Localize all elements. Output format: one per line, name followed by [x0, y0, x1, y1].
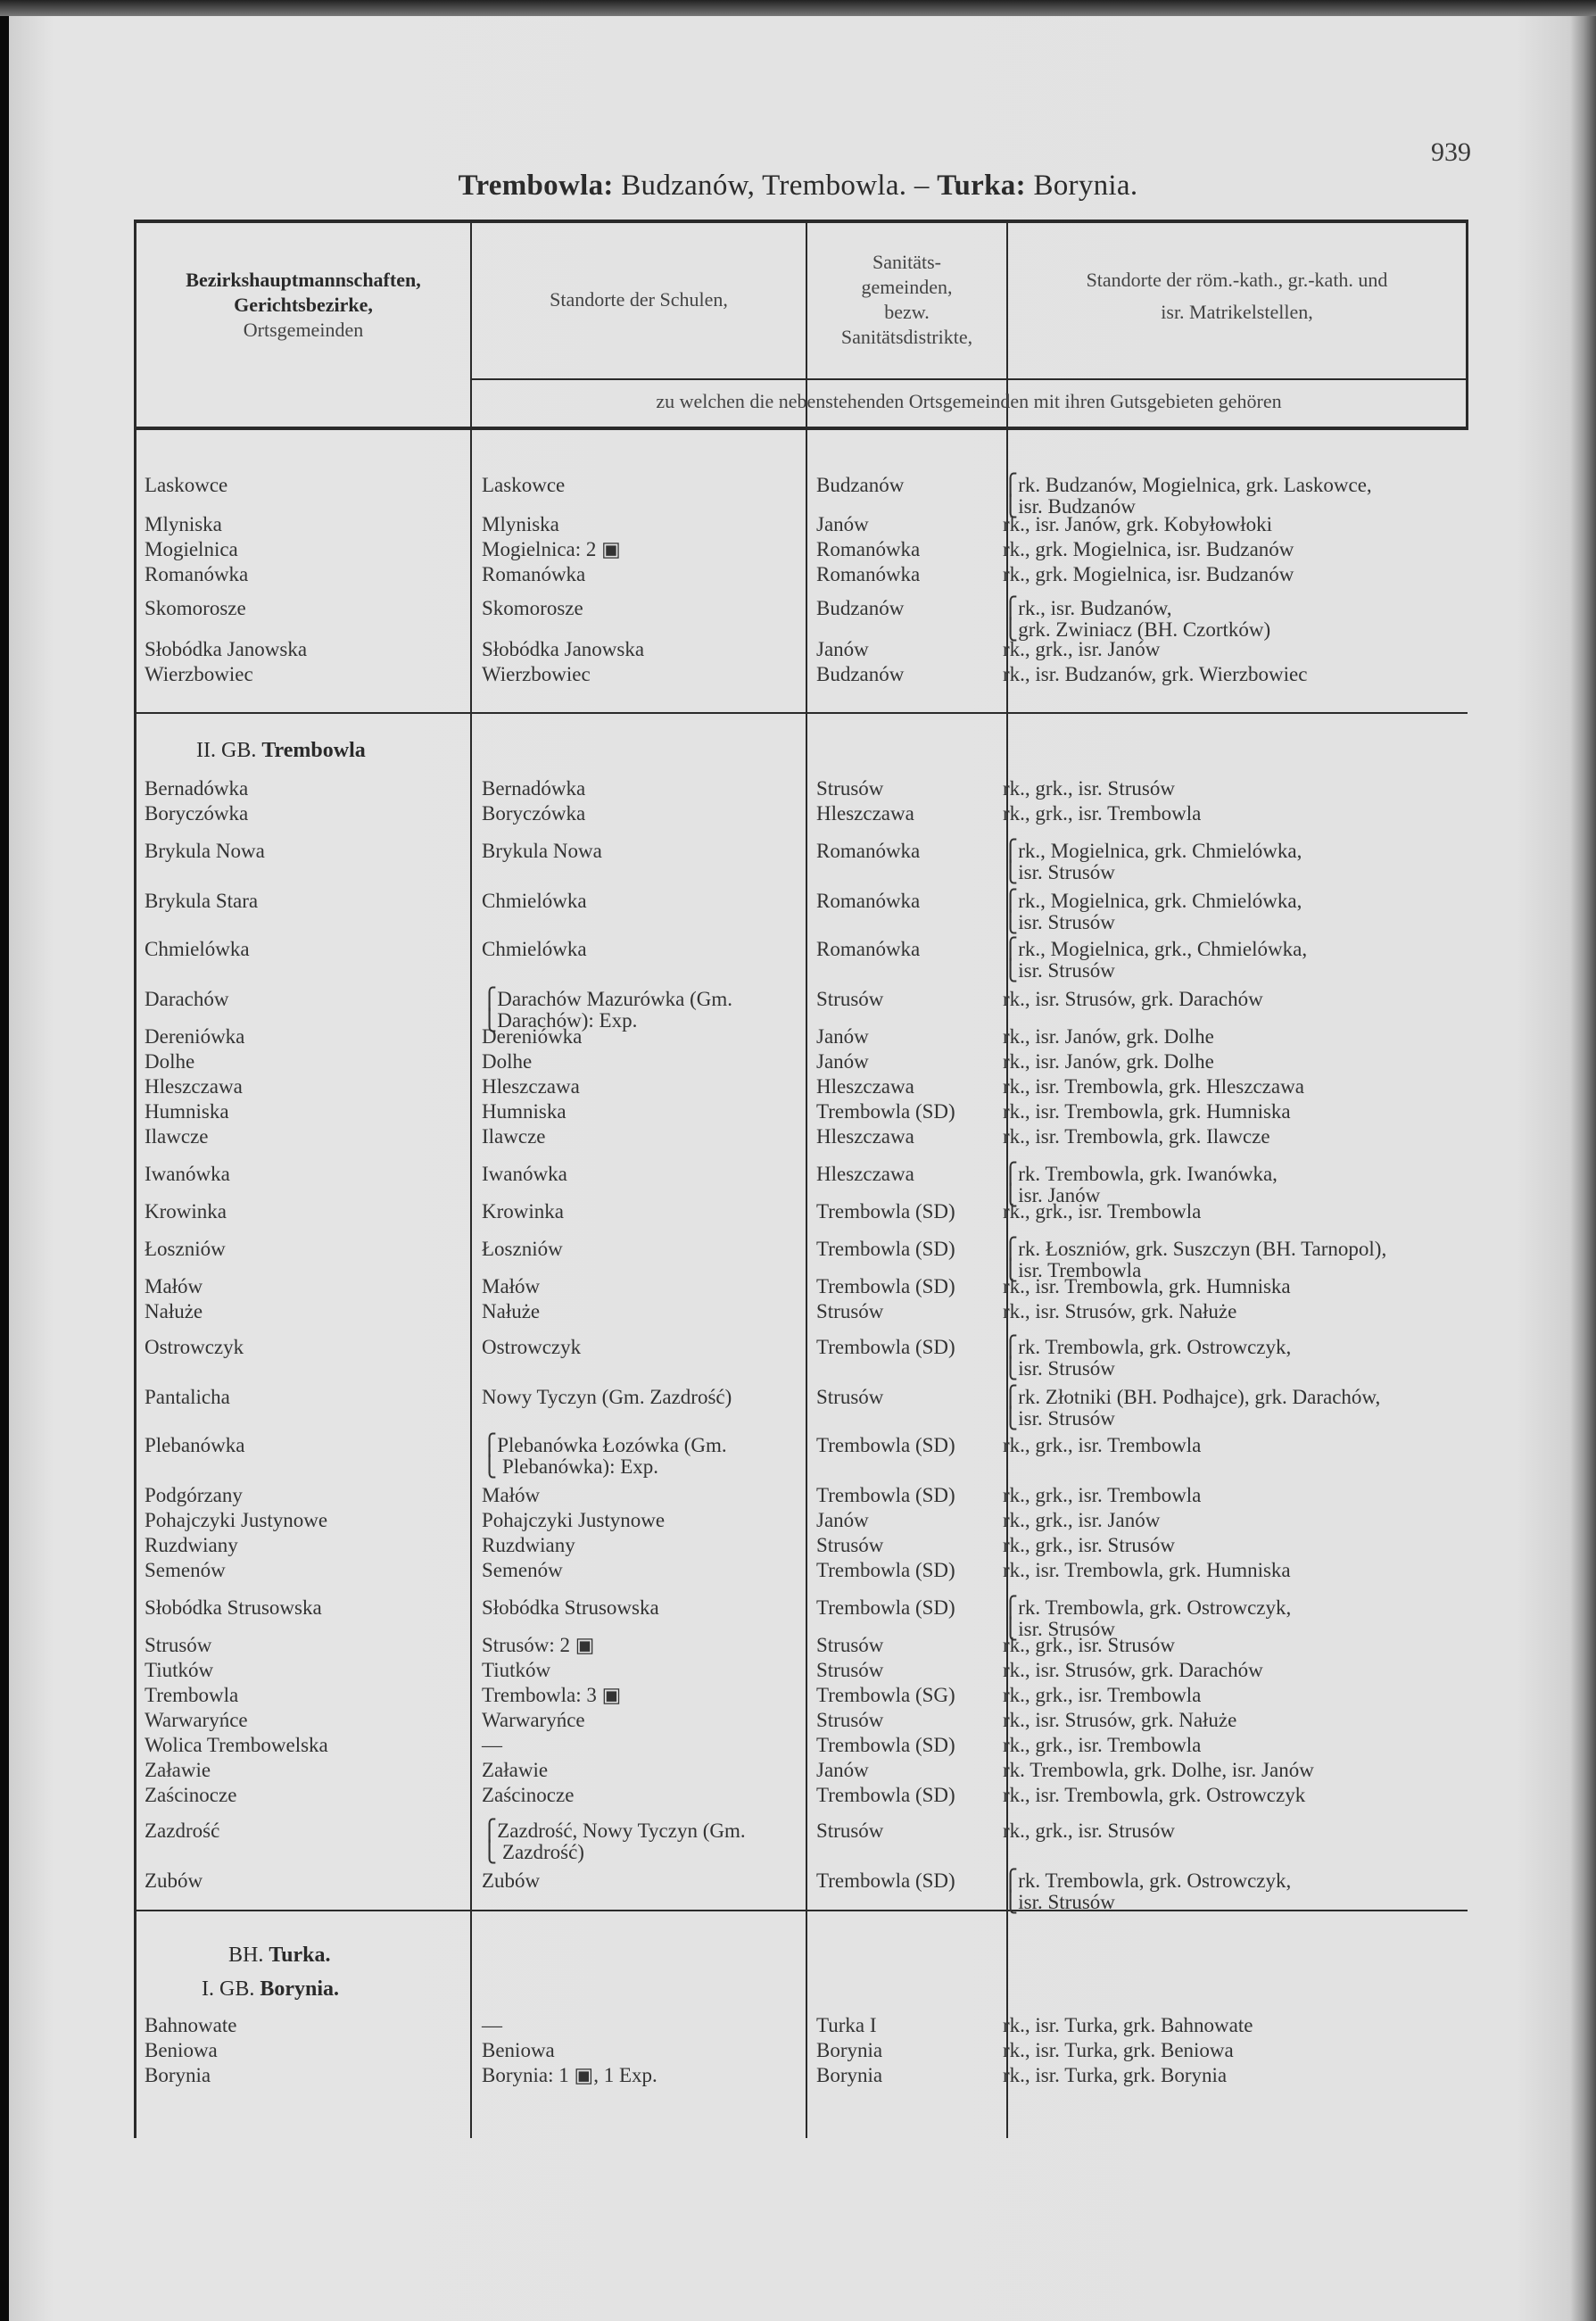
ortsgemeinde-cell: Trembowla [145, 1684, 239, 1706]
ortsgemeinde-cell: Ostrowczyk [145, 1336, 244, 1358]
ortsgemeinde-cell: Pantalicha [145, 1386, 230, 1408]
schule-cell: Słobódka Janowska [482, 638, 645, 660]
schule-cell: Warwaryńce [482, 1709, 585, 1731]
schule-cell: — [482, 2014, 502, 2036]
sanitaet-cell: Trembowla (SG) [816, 1684, 955, 1706]
schule-cell: Nałuże [482, 1300, 541, 1322]
sanitaet-cell: Trembowla (SD) [816, 1784, 955, 1806]
matrikel-cell: rk., isr. Janów, grk. Dolhe [1003, 1025, 1214, 1048]
matrikel-cell: rk., grk., isr. Trembowla [1003, 1734, 1202, 1756]
section1-divider [134, 712, 1468, 714]
ortsgemeinde-cell: Bernadówka [145, 777, 249, 800]
matrikel-cell: ⎧rk. Trembowla, grk. Iwanówka, [1003, 1163, 1278, 1185]
schule-cell: Tiutków [482, 1659, 551, 1681]
schule-cell: Mogielnica: 2 ▣ [482, 538, 621, 560]
schule-cell: ⎧Zazdrość, Nowy Tyczyn (Gm. [482, 1819, 746, 1842]
sanitaet-cell: Strusów [816, 1634, 884, 1656]
sanitaet-cell: Romanówka [816, 890, 921, 912]
sanitaet-cell: Strusów [816, 777, 884, 800]
sanitaet-cell: Janów [816, 1509, 869, 1531]
header-col2 [472, 287, 806, 312]
ortsgemeinde-cell: Dereniówka [145, 1025, 245, 1048]
matrikel-cell-line2: ⎩isr. Trembowla [1003, 1259, 1142, 1281]
header-span-text: zu welchen die nebenstehenden Ortsgemeinden mit ihren Gutsgebieten gehören [656, 390, 1282, 412]
header-col3-line4: Sanitätsdistrikte, [840, 326, 973, 348]
schule-cell: Dolhe [482, 1050, 533, 1073]
ortsgemeinde-cell: Hleszczawa [145, 1075, 243, 1098]
schule-cell: Zubów [482, 1869, 541, 1892]
matrikel-cell: rk., isr. Trembowla, grk. Ilawcze [1003, 1125, 1270, 1148]
ortsgemeinde-cell: Słobódka Janowska [145, 638, 308, 660]
sanitaet-cell: Janów [816, 638, 869, 660]
matrikel-cell-line2: ⎩isr. Janów [1003, 1184, 1101, 1206]
matrikel-cell: rk., isr. Trembowla, grk. Hleszczawa [1003, 1075, 1304, 1098]
schule-cell: Brykula Nowa [482, 840, 602, 862]
schule-cell: Nowy Tyczyn (Gm. Zazdrość) [482, 1386, 732, 1408]
scan-top-edge [0, 0, 1596, 16]
sanitaet-cell: Trembowla (SD) [816, 1484, 955, 1506]
matrikel-cell: rk., isr. Janów, grk. Kobyłowłoki [1003, 513, 1272, 535]
sanitaet-cell: Romanówka [816, 840, 921, 862]
sanitaet-cell: Borynia [816, 2039, 883, 2061]
matrikel-cell: rk., grk. Mogielnica, isr. Budzanów [1003, 563, 1294, 585]
matrikel-cell: ⎧rk., Mogielnica, grk. Chmielówka, [1003, 840, 1302, 862]
matrikel-cell: rk., isr. Trembowla, grk. Ostrowczyk [1003, 1784, 1306, 1806]
title-rest-1: Budzanów, Trembowla. – [621, 170, 930, 202]
sanitaet-cell: Romanówka [816, 563, 921, 585]
matrikel-cell-line2: ⎩grk. Zwiniacz (BH. Czortków) [1003, 618, 1271, 641]
matrikel-cell: ⎧rk. Trembowla, grk. Ostrowczyk, [1003, 1869, 1292, 1892]
ortsgemeinde-cell: Wierzbowiec [145, 663, 253, 685]
sanitaet-cell: Trembowla (SD) [816, 1596, 955, 1619]
schule-cell: Ostrowczyk [482, 1336, 582, 1358]
matrikel-cell: ⎧rk. Złotniki (BH. Podhajce), grk. Darachów, [1003, 1386, 1381, 1408]
sanitaet-cell: Budzanów [816, 663, 905, 685]
matrikel-cell: rk., isr. Trembowla, grk. Humniska [1003, 1100, 1291, 1123]
schule-cell: Wierzbowiec [482, 663, 591, 685]
schule-cell: Zaścinocze [482, 1784, 575, 1806]
matrikel-cell: ⎧rk. Trembowla, grk. Ostrowczyk, [1003, 1596, 1292, 1619]
header-col1-line1: Bezirkshauptmannschaften, [186, 269, 421, 291]
sanitaet-cell: Strusów [816, 1819, 884, 1842]
ortsgemeinde-cell: Darachów [145, 988, 229, 1010]
matrikel-cell: rk., isr. Janów, grk. Dolhe [1003, 1050, 1214, 1073]
sanitaet-cell: Strusów [816, 988, 884, 1010]
header-col1 [136, 268, 470, 343]
schule-cell: Ilawcze [482, 1125, 546, 1148]
matrikel-cell: rk., grk., isr. Strusów [1003, 1634, 1175, 1656]
schule-cell: Pohajczyki Justynowe [482, 1509, 666, 1531]
ortsgemeinde-cell: Boryczówka [145, 802, 249, 825]
ortsgemeinde-cell: Skomorosze [145, 597, 246, 619]
sanitaet-cell: Trembowla (SD) [816, 1559, 955, 1581]
ortsgemeinde-cell: Nałuże [145, 1300, 203, 1322]
matrikel-cell: rk., grk., isr. Janów [1003, 638, 1161, 660]
header-span-row [472, 389, 1466, 414]
sanitaet-cell: Trembowla (SD) [816, 1734, 955, 1756]
schule-cell-line2: ⎩ Plebanówka): Exp. [482, 1455, 659, 1478]
ortsgemeinde-cell: Zubów [145, 1869, 203, 1892]
ortsgemeinde-cell: Zazdrość [145, 1819, 220, 1842]
matrikel-cell: rk., isr. Trembowla, grk. Humniska [1003, 1275, 1291, 1297]
matrikel-cell: rk., isr. Strusów, grk. Nałuże [1003, 1300, 1237, 1322]
ortsgemeinde-cell: Podgórzany [145, 1484, 243, 1506]
section3-divider [134, 1910, 1468, 1911]
sanitaet-cell: Strusów [816, 1300, 884, 1322]
schule-cell: Strusów: 2 ▣ [482, 1634, 595, 1656]
ortsgemeinde-cell: Ruzdwiany [145, 1534, 238, 1556]
section3-title2 [202, 1976, 339, 2002]
ortsgemeinde-cell: Strusów [145, 1634, 212, 1656]
section3-title2-prefix: I. GB. [202, 1977, 255, 2001]
sanitaet-cell: Hleszczawa [816, 802, 914, 825]
page-number: 939 [1431, 137, 1471, 167]
section3-title1-bold: Turka. [269, 1944, 331, 1967]
matrikel-cell: rk., grk., isr. Strusów [1003, 1534, 1175, 1556]
ortsgemeinde-cell: Zaścinocze [145, 1784, 237, 1806]
matrikel-cell: rk., isr. Strusów, grk. Darachów [1003, 988, 1263, 1010]
schule-cell: Dereniówka [482, 1025, 583, 1048]
matrikel-cell: ⎧rk. Budzanów, Mogielnica, grk. Laskowce, [1003, 474, 1372, 496]
sanitaet-cell: Budzanów [816, 474, 905, 496]
ortsgemeinde-cell: Wolica Trembowelska [145, 1734, 328, 1756]
schule-cell: Załawie [482, 1759, 549, 1781]
matrikel-cell: rk., grk., isr. Strusów [1003, 777, 1175, 800]
sanitaet-cell: Strusów [816, 1534, 884, 1556]
matrikel-cell: rk., grk., isr. Trembowla [1003, 802, 1202, 825]
schule-cell: Humniska [482, 1100, 566, 1123]
sanitaet-cell: Trembowla (SD) [816, 1275, 955, 1297]
ortsgemeinde-cell: Chmielówka [145, 938, 250, 960]
schule-cell: ⎧Darachów Mazurówka (Gm. [482, 988, 733, 1010]
ortsgemeinde-cell: Pohajczyki Justynowe [145, 1509, 328, 1531]
ortsgemeinde-cell: Humniska [145, 1100, 229, 1123]
schule-cell: Skomorosze [482, 597, 583, 619]
matrikel-cell: rk., grk., isr. Trembowla [1003, 1484, 1202, 1506]
sanitaet-cell: Janów [816, 1050, 869, 1073]
section3-title2-bold: Borynia. [260, 1977, 340, 2001]
sanitaet-cell: Strusów [816, 1709, 884, 1731]
ortsgemeinde-cell: Dolhe [145, 1050, 195, 1073]
title-bold-2: Turka: [937, 170, 1026, 202]
span-row-top-rule [470, 378, 1468, 380]
schule-cell: Romanówka [482, 563, 586, 585]
schule-cell: Małów [482, 1275, 541, 1297]
matrikel-cell: rk., isr. Turka, grk. Borynia [1003, 2064, 1228, 2086]
sanitaet-cell: Turka I [816, 2014, 877, 2036]
ortsgemeinde-cell: Laskowce [145, 474, 228, 496]
sanitaet-cell: Budzanów [816, 597, 905, 619]
ortsgemeinde-cell: Słobódka Strusowska [145, 1596, 322, 1619]
ortsgemeinde-cell: Brykula Stara [145, 890, 259, 912]
schule-cell: Hleszczawa [482, 1075, 580, 1098]
ortsgemeinde-cell: Mogielnica [145, 538, 238, 560]
sanitaet-cell: Hleszczawa [816, 1125, 914, 1148]
sanitaet-cell: Trembowla (SD) [816, 1238, 955, 1260]
section3-title1-prefix: BH. [228, 1944, 264, 1967]
header-col2-text: Standorte der Schulen, [550, 288, 728, 311]
schule-cell: Trembowla: 3 ▣ [482, 1684, 622, 1706]
schule-cell: Ruzdwiany [482, 1534, 575, 1556]
ortsgemeinde-cell: Beniowa [145, 2039, 218, 2061]
matrikel-cell: rk. Trembowla, grk. Dolhe, isr. Janów [1003, 1759, 1314, 1781]
matrikel-cell: ⎧rk., Mogielnica, grk. Chmielówka, [1003, 890, 1302, 912]
schule-cell: Chmielówka [482, 890, 587, 912]
sanitaet-cell: Borynia [816, 2064, 883, 2086]
sanitaet-cell: Romanówka [816, 538, 921, 560]
ortsgemeinde-cell: Plebanówka [145, 1434, 245, 1456]
table-top-rule [134, 220, 1468, 223]
sanitaet-cell: Strusów [816, 1386, 884, 1408]
matrikel-cell: rk., isr. Trembowla, grk. Humniska [1003, 1559, 1291, 1581]
schule-cell: Małów [482, 1484, 541, 1506]
table-right-rule [1466, 220, 1468, 430]
matrikel-cell: rk., isr. Strusów, grk. Nałuże [1003, 1709, 1237, 1731]
ortsgemeinde-cell: Łoszniów [145, 1238, 226, 1260]
matrikel-cell: ⎧rk., Mogielnica, grk., Chmielówka, [1003, 938, 1308, 960]
sanitaet-cell: Hleszczawa [816, 1163, 914, 1185]
schule-cell: Mlyniska [482, 513, 559, 535]
ortsgemeinde-cell: Borynia [145, 2064, 211, 2086]
matrikel-cell-line2: ⎩isr. Strusów [1003, 861, 1115, 883]
sanitaet-cell: Janów [816, 513, 869, 535]
ortsgemeinde-cell: Warwaryńce [145, 1709, 248, 1731]
matrikel-cell-line2: ⎩isr. Strusów [1003, 1357, 1115, 1380]
ortsgemeinde-cell: Brykula Nowa [145, 840, 265, 862]
schule-cell: Chmielówka [482, 938, 587, 960]
sanitaet-cell: Trembowla (SD) [816, 1869, 955, 1892]
header-col3-line1: Sanitäts- [872, 251, 941, 273]
schule-cell: Krowinka [482, 1200, 564, 1223]
matrikel-cell: rk., grk. Mogielnica, isr. Budzanów [1003, 538, 1294, 560]
ortsgemeinde-cell: Iwanówka [145, 1163, 230, 1185]
header-col4-line1: Standorte der röm.-kath., gr.-kath. und [1086, 269, 1388, 291]
sanitaet-cell: Janów [816, 1025, 869, 1048]
section3-title1 [228, 1942, 331, 1969]
matrikel-cell: rk., isr. Strusów, grk. Darachów [1003, 1659, 1263, 1681]
ortsgemeinde-cell: Bahnowate [145, 2014, 237, 2036]
matrikel-cell-line2: ⎩isr. Strusów [1003, 1891, 1115, 1913]
matrikel-cell-line2: ⎩isr. Strusów [1003, 959, 1115, 982]
schule-cell-line2: ⎩Darachów): Exp. [482, 1009, 638, 1032]
matrikel-cell: ⎧rk., isr. Budzanów, [1003, 597, 1172, 619]
matrikel-cell-line2: ⎩isr. Strusów [1003, 911, 1115, 933]
ortsgemeinde-cell: Ilawcze [145, 1125, 209, 1148]
header-col4-line2: isr. Matrikelstellen, [1161, 301, 1313, 323]
matrikel-cell: rk., grk., isr. Janów [1003, 1509, 1161, 1531]
ortsgemeinde-cell: Krowinka [145, 1200, 227, 1223]
title-bold-1: Trembowla: [458, 170, 614, 202]
section2-title [196, 737, 366, 764]
matrikel-cell: rk., isr. Budzanów, grk. Wierzbowiec [1003, 663, 1308, 685]
schule-cell: Słobódka Strusowska [482, 1596, 659, 1619]
header-col4 [1008, 268, 1466, 325]
matrikel-cell: rk., grk., isr. Trembowla [1003, 1200, 1202, 1223]
header-col1-line2: Gerichtsbezirke, [234, 294, 373, 316]
sanitaet-cell: Trembowla (SD) [816, 1200, 955, 1223]
ortsgemeinde-cell: Romanówka [145, 563, 249, 585]
matrikel-cell-line2: ⎩isr. Budzanów [1003, 495, 1136, 518]
schule-cell: Semenów [482, 1559, 563, 1581]
table-left-rule [134, 220, 136, 2138]
schule-cell: Laskowce [482, 474, 566, 496]
ortsgemeinde-cell: Załawie [145, 1759, 211, 1781]
matrikel-cell: ⎧rk. Trembowla, grk. Ostrowczyk, [1003, 1336, 1292, 1358]
sanitaet-cell: Strusów [816, 1659, 884, 1681]
matrikel-cell: rk., isr. Turka, grk. Bahnowate [1003, 2014, 1253, 2036]
sanitaet-cell: Romanówka [816, 938, 921, 960]
sanitaet-cell: Janów [816, 1759, 869, 1781]
matrikel-cell-line2: ⎩isr. Strusów [1003, 1618, 1115, 1640]
schule-cell: Bernadówka [482, 777, 586, 800]
table-header-bottom-rule [134, 427, 1468, 430]
section2-title-bold: Trembowla [261, 739, 366, 762]
page-running-title [0, 170, 1596, 203]
sanitaet-cell: Trembowla (SD) [816, 1434, 955, 1456]
matrikel-cell: ⎧rk. Łoszniów, grk. Suszczyn (BH. Tarnopol), [1003, 1238, 1387, 1260]
schule-cell: Łoszniów [482, 1238, 563, 1260]
schule-cell: Boryczówka [482, 802, 586, 825]
ortsgemeinde-cell: Tiutków [145, 1659, 214, 1681]
col3-left-rule [806, 220, 807, 2138]
title-rest-2: Borynia. [1033, 170, 1138, 202]
header-col3-line3: bezw. [884, 301, 930, 323]
schule-cell-line2: ⎩ Zazdrość) [482, 1841, 584, 1863]
ortsgemeinde-cell: Małów [145, 1275, 203, 1297]
schule-cell: Iwanówka [482, 1163, 567, 1185]
ortsgemeinde-cell: Semenów [145, 1559, 226, 1581]
matrikel-cell: rk., grk., isr. Strusów [1003, 1819, 1175, 1842]
section2-title-prefix: II. GB. [196, 739, 257, 762]
schule-cell: Beniowa [482, 2039, 555, 2061]
schule-cell: — [482, 1734, 502, 1756]
schule-cell: ⎧Plebanówka Łozówka (Gm. [482, 1434, 727, 1456]
matrikel-cell: rk., isr. Turka, grk. Beniowa [1003, 2039, 1234, 2061]
matrikel-cell: rk., grk., isr. Trembowla [1003, 1684, 1202, 1706]
col2-left-rule [470, 220, 472, 2138]
schule-cell: Borynia: 1 ▣, 1 Exp. [482, 2064, 657, 2086]
matrikel-cell: rk., grk., isr. Trembowla [1003, 1434, 1202, 1456]
matrikel-cell-line2: ⎩isr. Strusów [1003, 1407, 1115, 1430]
header-col3 [807, 250, 1006, 350]
ortsgemeinde-cell: Mlyniska [145, 513, 222, 535]
sanitaet-cell: Trembowla (SD) [816, 1100, 955, 1123]
header-col3-line2: gemeinden, [861, 276, 953, 298]
sanitaet-cell: Hleszczawa [816, 1075, 914, 1098]
header-col1-line3: Ortsgemeinden [243, 319, 364, 341]
sanitaet-cell: Trembowla (SD) [816, 1336, 955, 1358]
